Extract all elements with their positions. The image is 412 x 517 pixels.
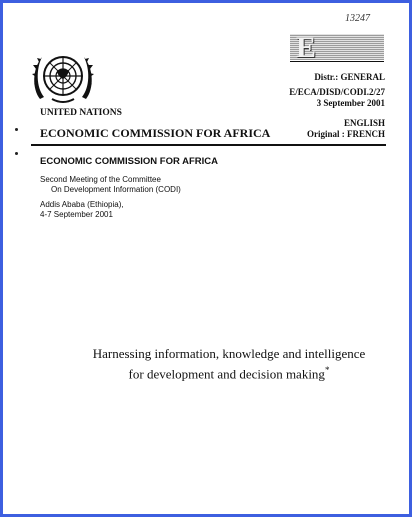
document-date: 3 September 2001 [316,98,385,108]
header-rule [31,144,386,146]
title-line-2-text: for development and decision making [128,366,325,382]
meeting-place: Addis Ababa (Ethiopia), [40,200,124,209]
document-title-line-1: Harnessing information, knowledge and intelligence [92,346,366,361]
document-title-line-2 [3,362,412,382]
handwritten-number: 13247 [345,13,370,24]
meeting-line-1: Second Meeting of the Committee [40,175,161,184]
meeting-dates: 4-7 September 2001 [40,210,113,219]
footnote-mark: * [324,365,330,375]
original-language: Original : FRENCH [307,129,385,139]
margin-mark [15,152,18,155]
symbol-letter: E [296,34,317,60]
meeting-heading: ECONOMIC COMMISSION FOR AFRICA [40,156,219,167]
meeting-line-2: On Development Information (CODI) [51,185,181,194]
document-symbol: E/ECA/DISD/CODI.2/27 [289,87,385,97]
distribution: Distr.: GENERAL [314,72,385,82]
un-symbol-block [290,34,384,60]
language: ENGLISH [343,118,385,128]
un-emblem-icon [30,47,96,107]
united-nations-label: UNITED NATIONS [40,108,122,118]
margin-mark [15,128,18,131]
commission-name: ECONOMIC COMMISSION FOR AFRICA [40,126,271,140]
divider [290,61,384,62]
